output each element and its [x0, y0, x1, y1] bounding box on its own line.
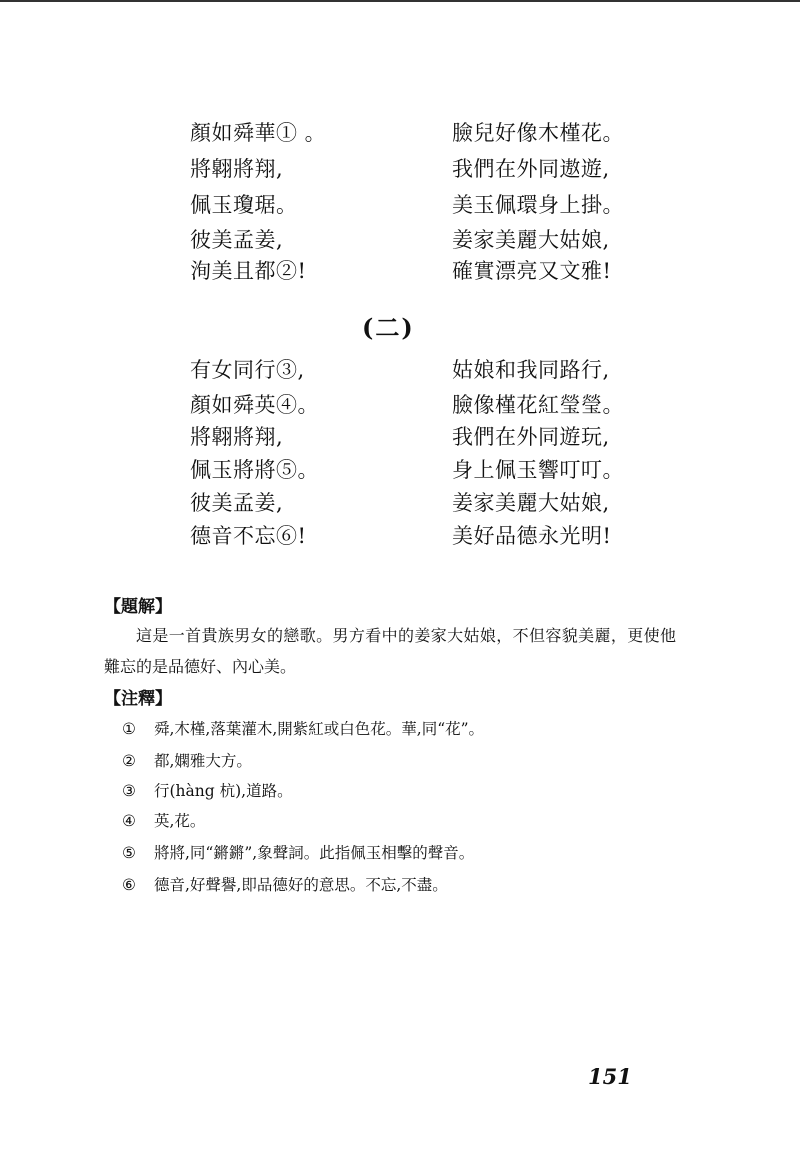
note-item	[122, 810, 205, 832]
note-item	[122, 874, 448, 896]
note-number: ①	[122, 720, 136, 738]
poem-original-line: 將翺將翔,	[190, 157, 284, 181]
poem-translation-line: 我們在外同遨遊,	[452, 157, 610, 181]
poem-translation-line: 確實漂亮又文雅!	[452, 259, 612, 283]
poem-original-line: 有女同行③,	[190, 358, 305, 382]
note-number: ②	[122, 752, 136, 770]
note-number: ④	[122, 812, 136, 830]
poem-original-line: 將翺將翔,	[190, 425, 284, 449]
section-heading: (二)	[362, 313, 415, 342]
note-number: ③	[122, 782, 136, 800]
note-number: ⑤	[122, 844, 136, 862]
explanation-heading: 【題解】	[104, 597, 172, 617]
poem-original-line: 顏如舜華① 。	[190, 121, 327, 145]
poem-translation-line: 美好品德永光明!	[452, 524, 612, 548]
page-top-border	[0, 0, 800, 2]
poem-original-line: 佩玉將將⑤。	[190, 458, 319, 482]
poem-original-line: 彼美孟姜,	[190, 491, 284, 515]
explanation-text: 這是一首貴族男女的戀歌。男方看中的姜家大姑娘，不但容貌美麗，更使他難忘的是品德好、內心美。	[104, 626, 676, 676]
poem-translation-line: 姑娘和我同路行,	[452, 358, 610, 382]
note-text: 行(hàng 杭),道路。	[154, 782, 293, 800]
note-text: 德音,好聲譽,即品德好的意思。不忘,不盡。	[154, 876, 448, 894]
poem-translation-line: 姜家美麗大姑娘,	[452, 228, 610, 252]
note-item	[122, 842, 474, 864]
poem-original-line: 彼美孟姜,	[190, 228, 284, 252]
poem-original-line: 洵美且都②!	[190, 259, 307, 283]
note-text: 都,嫻雅大方。	[154, 752, 252, 770]
poem-translation-line: 姜家美麗大姑娘,	[452, 491, 610, 515]
note-item	[122, 780, 293, 802]
notes-heading: 【注釋】	[104, 689, 172, 709]
poem-translation-line: 臉兒好像木槿花。	[452, 121, 624, 145]
note-text: 英,花。	[154, 812, 206, 830]
poem-translation-line: 我們在外同遊玩,	[452, 425, 610, 449]
note-text: 舜,木槿,落葉灌木,開紫紅或白色花。華,同“花”。	[154, 720, 485, 738]
note-item	[122, 718, 484, 740]
note-text: 將將,同“鏘鏘”,象聲詞。此指佩玉相擊的聲音。	[154, 844, 475, 862]
poem-translation-line: 身上佩玉響叮叮。	[452, 458, 624, 482]
poem-translation-line: 臉像槿花紅瑩瑩。	[452, 393, 624, 417]
note-item	[122, 750, 252, 772]
poem-original-line: 德音不忘⑥!	[190, 524, 307, 548]
poem-translation-line: 美玉佩環身上掛。	[452, 193, 624, 217]
poem-original-line: 顏如舜英④。	[190, 393, 319, 417]
note-number: ⑥	[122, 876, 136, 894]
page-number: 151	[588, 1064, 632, 1089]
poem-original-line: 佩玉瓊琚。	[190, 193, 298, 217]
